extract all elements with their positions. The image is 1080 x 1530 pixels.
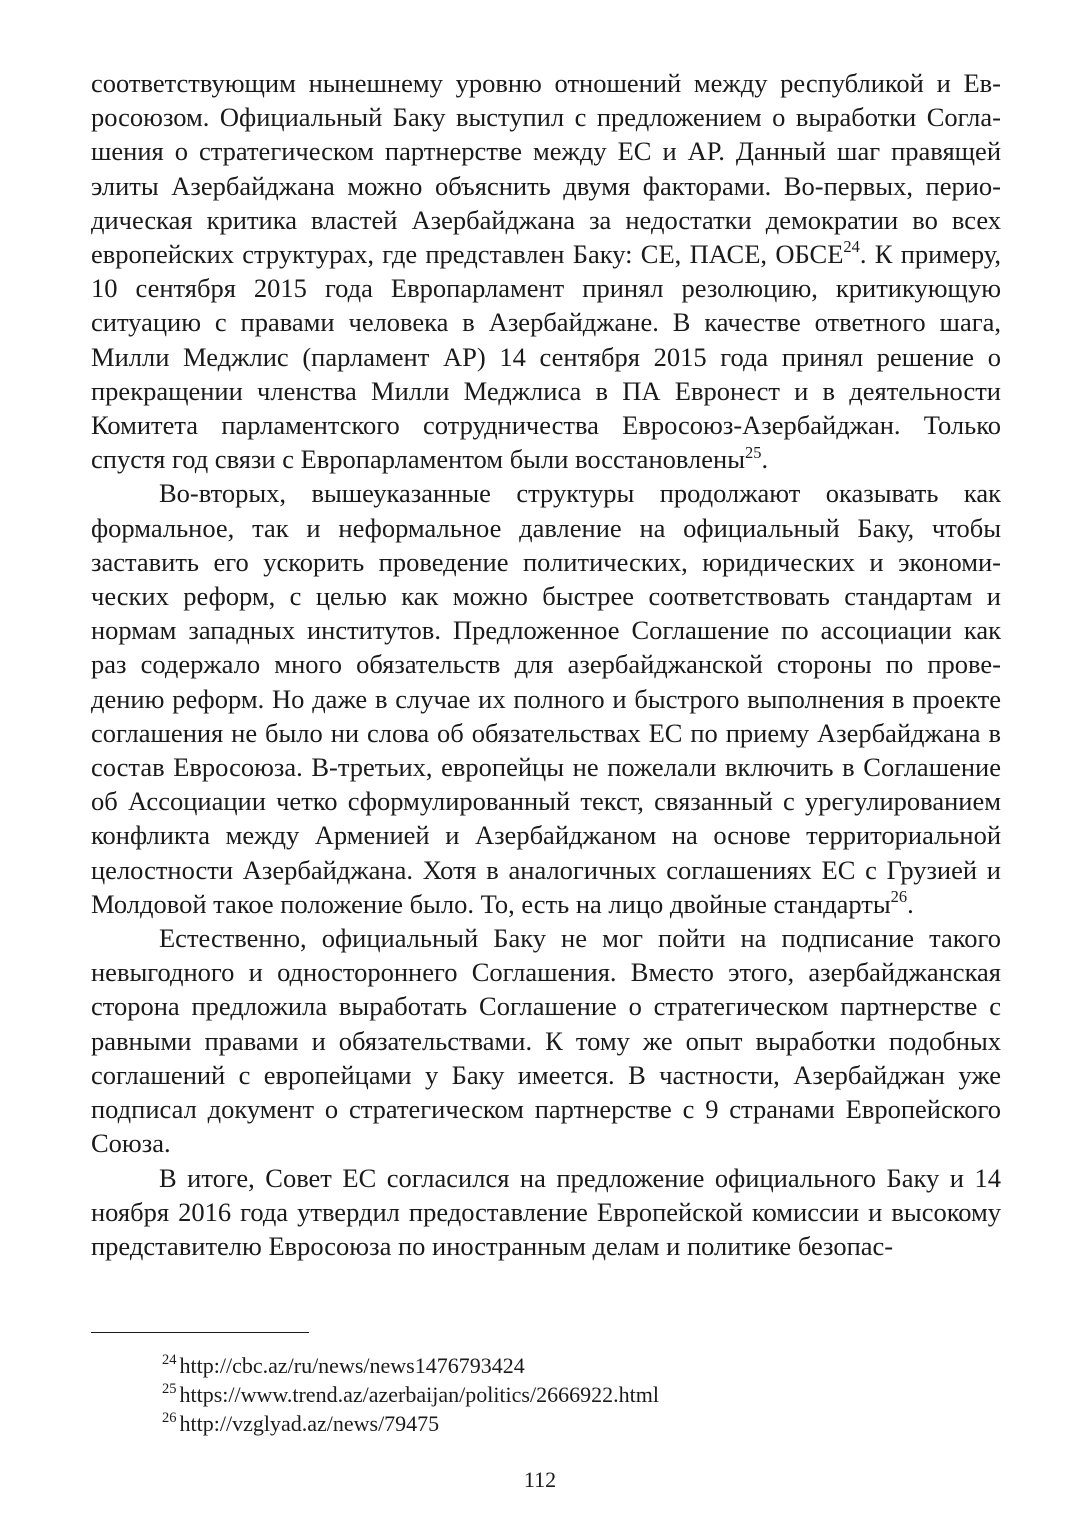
paragraph [91,921,1001,1160]
paragraph [91,476,1001,921]
footnote-reference: 26 [890,887,908,907]
footnote-url: https://www.trend.az/azerbaijan/politics/2666922.html [179,1382,659,1407]
footnote-url: http://cbc.az/ru/news/news1476793424 [179,1353,525,1378]
text-segment: В итоге, Совет ЕС согласился на предложение официального Баку и 14 ноября 2016 года утвердил предоставление Европейской комиссии и высокому представителю Евросоюза по иностранным делам и политике безопас- [91,1162,1001,1261]
footnote-26 [162,1409,982,1438]
page-number: 112 [523,1467,557,1492]
footnote-url: http://vzglyad.az/news/79475 [179,1411,440,1436]
footnote-reference: 25 [745,442,762,462]
footnote-marker: 24 [162,1351,177,1368]
footnotes [162,1351,982,1438]
text-segment: . [761,444,769,475]
paragraph [91,66,1001,476]
footnote-24 [162,1351,982,1380]
footnote-marker: 25 [162,1380,177,1397]
main-text [91,66,1001,1263]
footnote-25 [162,1380,982,1409]
text-segment: . К примеру, 10 сентября 2015 года Европарламент принял резолюцию, критикующую ситуацию с правами человека в Азербайджане. В качестве ответного шага, Милли Меджлис (парламент АР) 14 сентября 2015 года принял решение о прекращении членства Милли Меджлиса в ПА Евронест и в деятельности Комитета парламентского сотрудничества Евросоюз-Азербайджан. Только спустя год связи с Европарламентом были восстановлены [91,239,1001,475]
footnote-marker: 26 [162,1409,177,1426]
footnote-reference: 24 [843,237,860,257]
paragraph [91,1161,1001,1264]
footnote-separator [91,1332,309,1333]
text-segment: соответствующим нынешнему уровню отношений между республикой и Евросоюзом. Официальный Баку выступил с предложением о выработки Соглашения о стратегическом партнерстве между ЕС и АР. Данный шаг правящей элиты Азербайджана можно объяснить двумя факторами. Во-первых, периодическая критика властей Азербайджана за недостатки демократии во всех европейских структурах, где представлен Баку: СЕ, ПАСЕ, ОБСЕ [91,68,1001,270]
text-segment: . [907,888,914,919]
text-segment: Естественно, официальный Баку не мог пойти на подписание такого невыгодного и одностороннего Соглашения. Вместо этого, азербайджанская сторона предложила выработать Соглашение о стратегическом партнерстве с равными правами и обязательствами. К тому же опыт выработки подобных соглашений с европейцами у Баку имеется. В частности, Азербайджан уже подписал документ о стратегическом партнерстве с 9 странами Европейского Союза. [91,923,1001,1159]
text-segment: Во-вторых, вышеуказанные структуры продолжают оказывать как формальное, так и неформальное давление на официальный Баку, чтобы заставить его ускорить проведение политических, юридических и экономических реформ, с целью как можно быстрее соответствовать стандартам и нормам западных институтов. Предложенное Соглашение по ассоциации как раз содержало много обязательств для азербайджанской стороны по проведению реформ. Но даже в случае их полного и быстрого выполнения в проекте соглашения не было ни слова об обязательствах ЕС по приему Азербайджана в состав Евросоюза. В-третьих, европейцы не пожелали включить в Соглашение об Ассоциации четко сформулированный текст, связанный с урегулированием конфликта между Арменией и Азербайджаном на основе территориальной целостности Азербайджана. Хотя в аналогичных соглашениях ЕС с Грузией и Молдовой такое положение было. То, есть на лицо двойные стандарты [91,478,1001,919]
page-body [91,66,1001,1263]
